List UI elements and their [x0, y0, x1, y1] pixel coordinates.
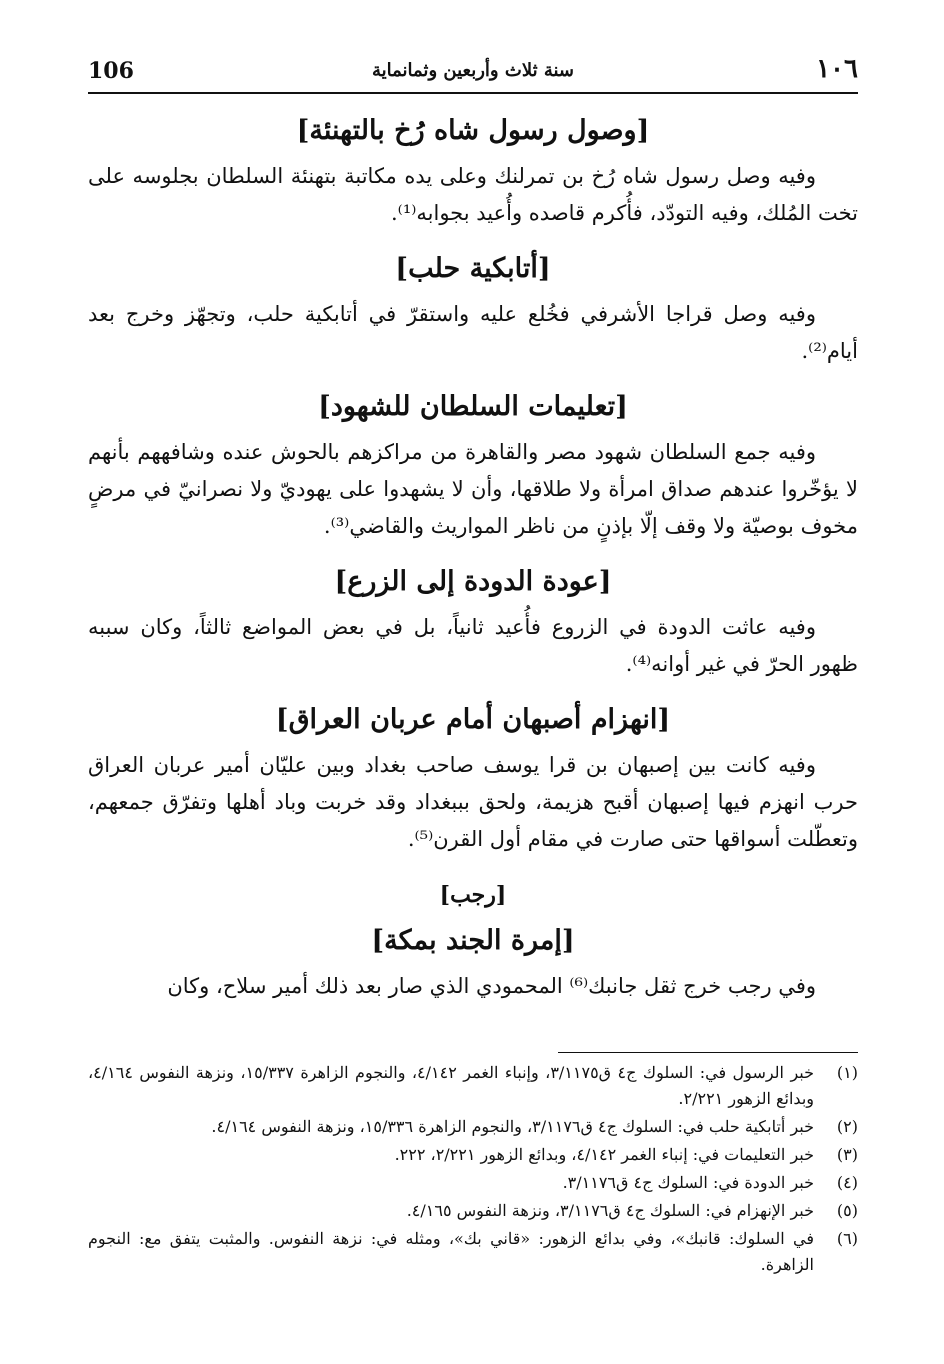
footnote-text: خبر الإنهزام في: السلوك ج٤ ق٣/١١٧٦، ونزهة النفوس ٤/١٦٥.	[406, 1201, 814, 1220]
section-heading: [وصول رسول شاه رُخ بالتهنئة]	[296, 115, 650, 146]
footnote	[88, 1226, 858, 1278]
footnote-text: خبر أتابكية حلب في: السلوك ج٤ ق٣/١١٧٦، والنجوم الزاهرة ١٥/٣٣٦، ونزهة النفوس ٤/١٦٤.	[211, 1117, 814, 1136]
footnote-text: خبر الدودة في: السلوك ج٤ ق٣/١١٧٦.	[562, 1173, 814, 1192]
footnote-number: (٣)	[836, 1145, 858, 1164]
section-heading: [عودة الدودة إلى الزرع]	[334, 566, 612, 597]
footnote-number: (١)	[836, 1063, 858, 1082]
main-text	[88, 108, 858, 1019]
footnotes	[88, 1060, 858, 1280]
page-header	[88, 52, 858, 94]
footnote-number: (٢)	[836, 1117, 858, 1136]
section-paragraph: وفيه وصل رسول شاه رُخ بن تمرلنك وعلى يده مكاتبة بتهنئة السلطان بجلوسه على تخت المُلك، وفيه التودّد، فأُكرم قاصده وأُعيد بجوابه⁽¹⁾.	[88, 164, 858, 225]
page-number-latin: 106	[88, 58, 134, 84]
section-heading: [انهزام أصبهان أمام عربان العراق]	[275, 704, 671, 735]
footnote	[88, 1142, 858, 1168]
footnote	[88, 1060, 858, 1112]
footnote-text: خبر الرسول في: السلوك ج٤ ق٣/١١٧٥، وإنباء الغمر ٤/١٤٢، والنجوم الزاهرة ١٥/٣٣٧، ونزهة النفوس ٤/١٦٤، وبدائع الزهور ٢/٢٢١.	[88, 1063, 815, 1108]
section-heading: [إمرة الجند بمكة]	[371, 925, 575, 956]
footnote	[88, 1198, 858, 1224]
section-paragraph: وفي رجب خرج ثقل جانبك⁽⁶⁾ المحمودي الذي صار بعد ذلك أمير سلاح، وكان	[167, 974, 816, 998]
footnote-number: (٦)	[836, 1229, 858, 1248]
footnote-divider	[558, 1052, 858, 1053]
month-heading: [رجب]	[439, 882, 507, 908]
footnote-text: خبر التعليمات في: إنباء الغمر ٤/١٤٢، وبدائع الزهور ٢/٢٢١، ٢٢٢.	[394, 1145, 814, 1164]
section-paragraph: وفيه كانت بين إصبهان بن قرا يوسف صاحب بغداد وبين عليّان أمير عربان العراق حرب انهزم فيها إصبهان أقبح هزيمة، ولحق بببغداد وقد خربت وباد أهلها وتفرّق جمعهم، وتعطّلت أسواقها حتى صارت في مقام أول القرن⁽⁵⁾.	[88, 753, 858, 851]
footnote	[88, 1114, 858, 1140]
running-title: سنة ثلاث وأربعين وثمانماية	[371, 60, 575, 81]
section-paragraph: وفيه عاثت الدودة في الزروع فأُعيد ثانياً، بل في بعض المواضع ثالثاً، وكان سببه ظهور الحرّ في غير أوانه⁽⁴⁾.	[88, 615, 858, 676]
footnote	[88, 1170, 858, 1196]
footnote-number: (٥)	[836, 1201, 858, 1220]
section-paragraph: وفيه جمع السلطان شهود مصر والقاهرة من مراكزهم بالحوش عنده وشافههم بأنهم لا يؤخّروا عندهم صداق امرأة ولا طلاقها، وأن لا يشهدوا على يهوديّ ولا نصرانيّ في مرضٍ مخوف بوصيّة ولا وقف إلّا بإذنٍ من ناظر المواريث والقاضي⁽³⁾.	[88, 440, 858, 538]
footnote-number: (٤)	[836, 1173, 858, 1192]
section-heading: [أتابكية حلب]	[395, 253, 551, 284]
page-number-arabic: ١٠٦	[816, 54, 858, 84]
footnote-text: في السلوك: قانبك»، وفي بدائع الزهور: «قاني بك»، ومثله في: نزهة النفوس. والمثبت يتفق مع: النجوم الزاهرة.	[88, 1229, 814, 1274]
section-paragraph: وفيه وصل قراجا الأشرفي فخُلع عليه واستقرّ في أتابكية حلب، وتجهّز وخرج بعد أيام⁽²⁾.	[88, 302, 858, 363]
section-heading: [تعليمات السلطان للشهود]	[318, 391, 628, 422]
